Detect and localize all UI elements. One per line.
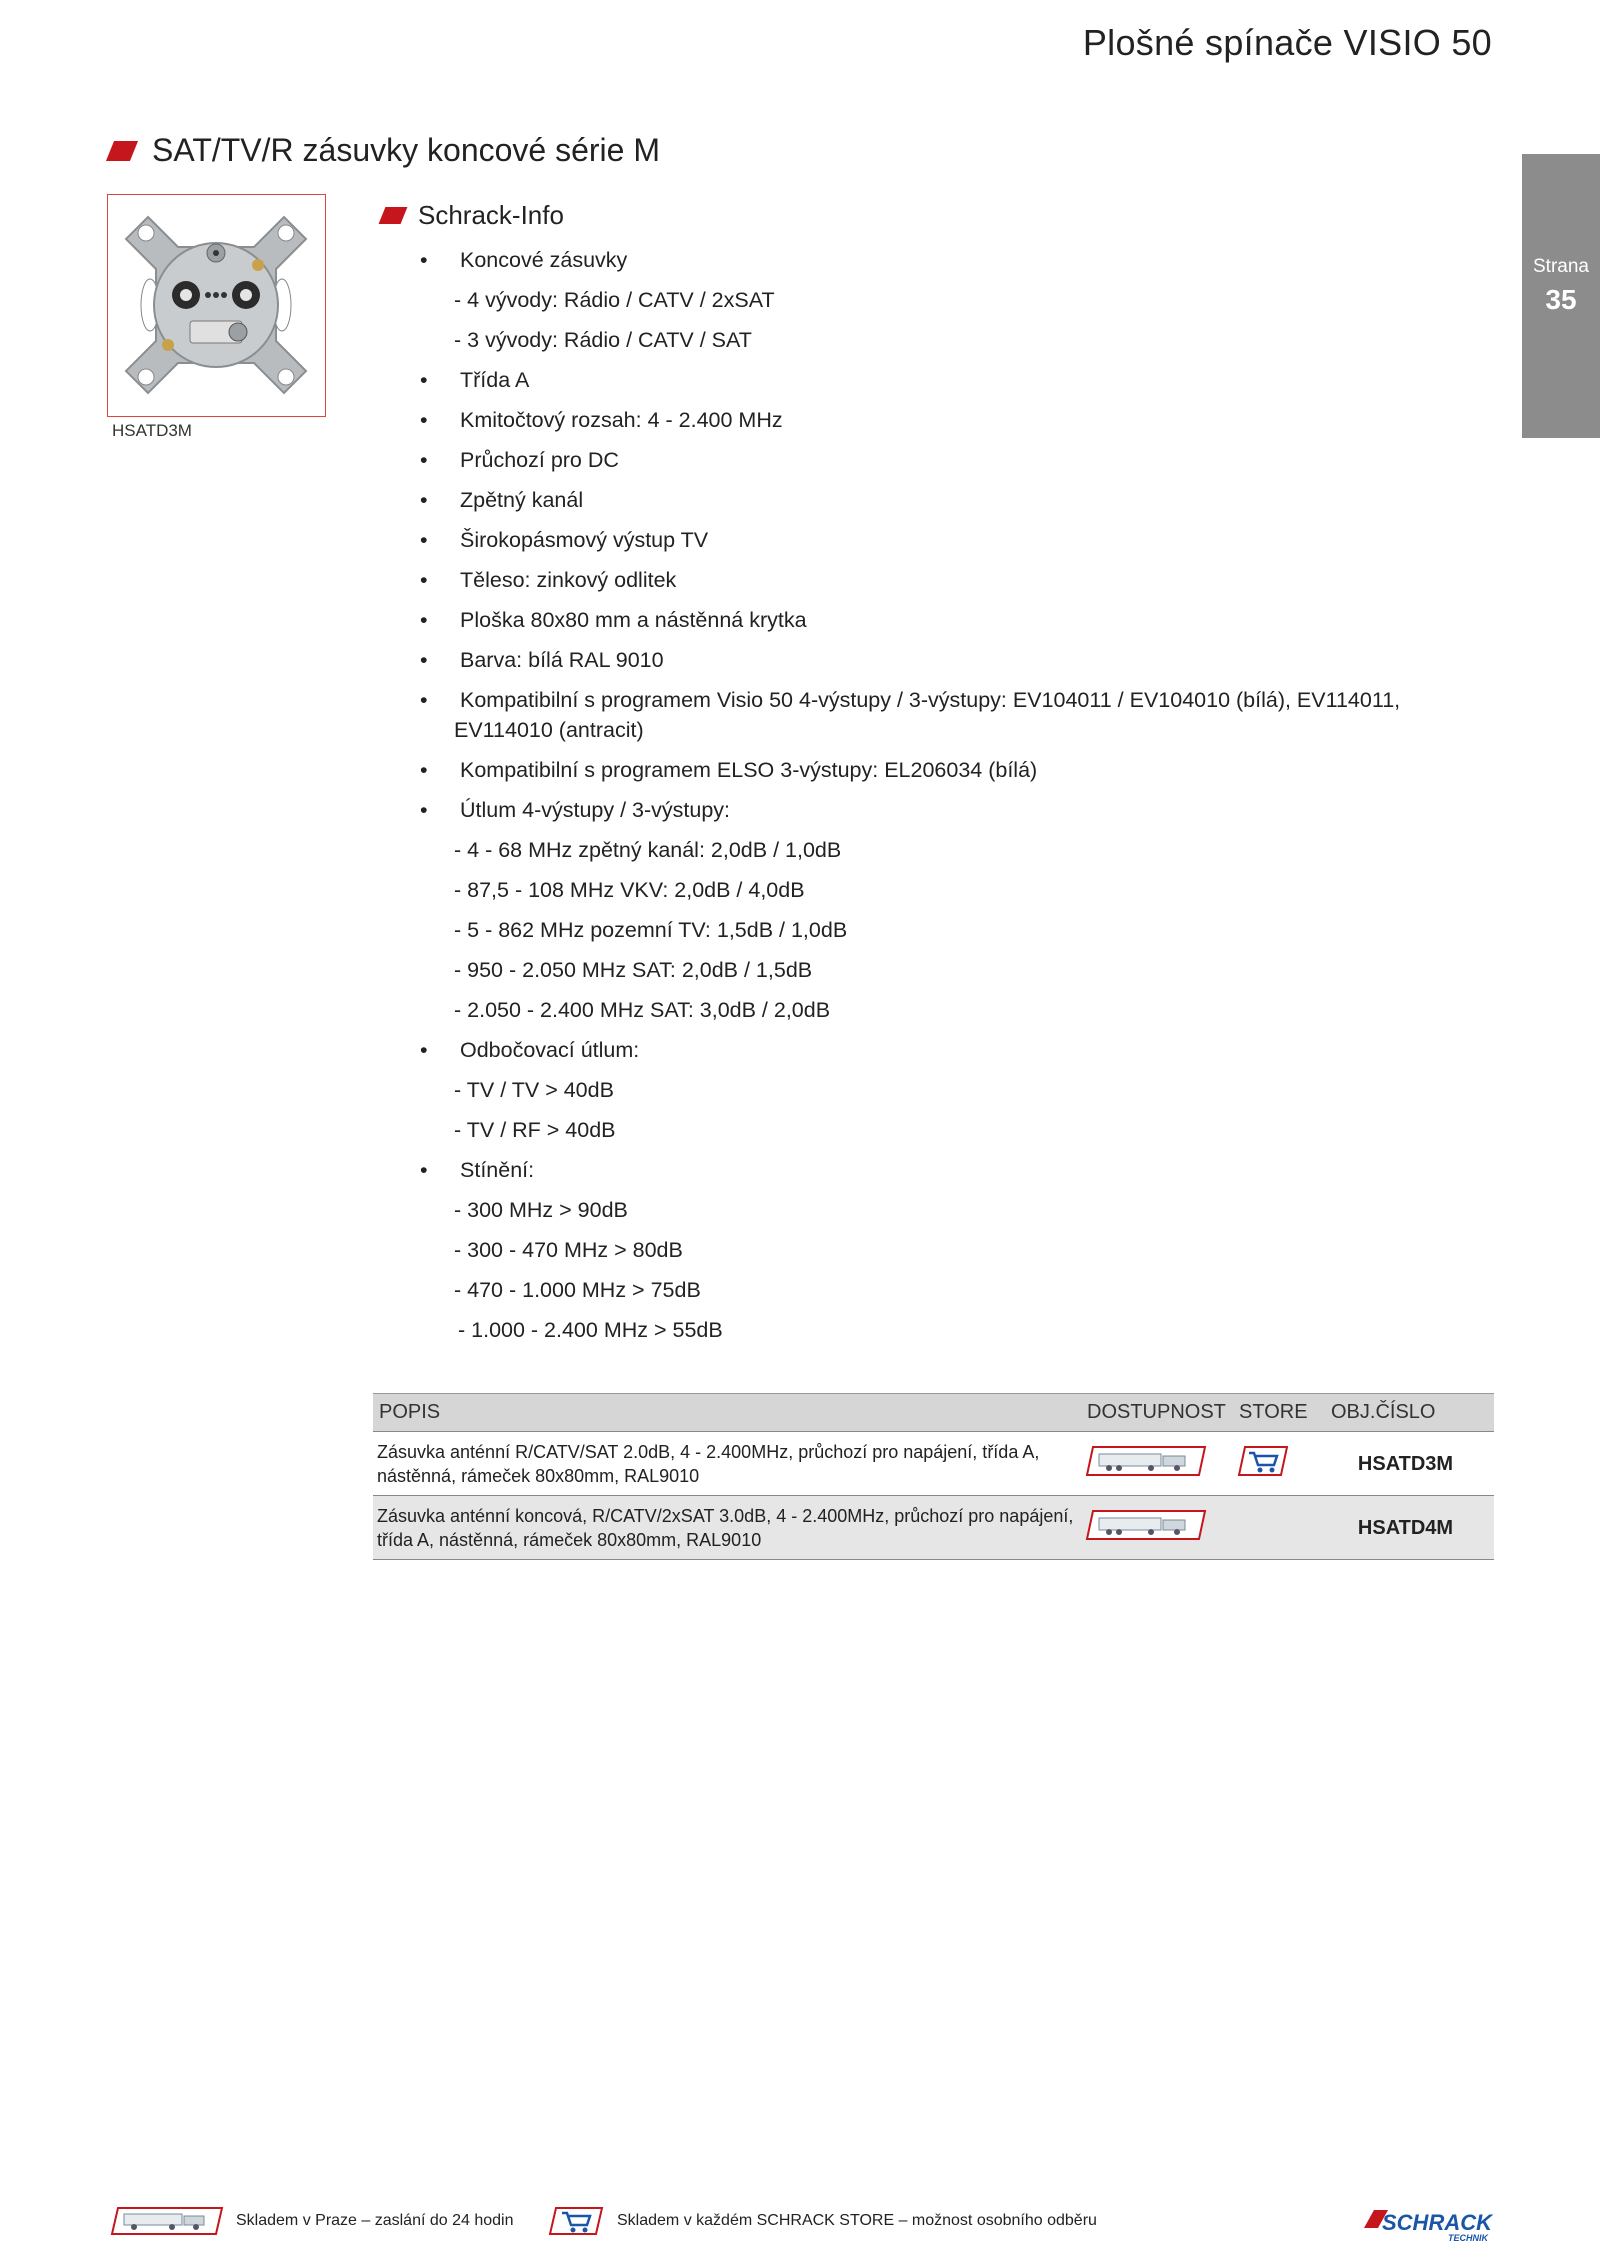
schrack-logo bbox=[1364, 2208, 1504, 2244]
order-code[interactable]: HSATD3M bbox=[1317, 1432, 1494, 1496]
antenna-socket-icon bbox=[108, 195, 324, 415]
list-item: - 5 - 862 MHz pozemní TV: 1,5dB / 1,0dB bbox=[454, 918, 848, 942]
list-item: • Odbočovací útlum: bbox=[420, 1035, 1462, 1065]
list-item: • Třída A bbox=[420, 365, 1462, 395]
availability-cell bbox=[1081, 1496, 1233, 1560]
footer-truck-icon bbox=[110, 2206, 224, 2241]
list-item: • Útlum 4-výstupy / 3-výstupy: bbox=[420, 795, 1462, 825]
order-code[interactable]: HSATD4M bbox=[1317, 1496, 1494, 1560]
list-item: - 300 - 470 MHz > 80dB bbox=[454, 1238, 683, 1262]
list-item-line: EV114010 (antracit) bbox=[454, 718, 644, 742]
list-item-line: Kompatibilní s programem Visio 50 4-výstupy / 3-výstupy: EV104011 / EV104010 (bílá), EV114011, bbox=[460, 688, 1401, 712]
availability-cell bbox=[1081, 1432, 1233, 1496]
list-item: - 470 - 1.000 MHz > 75dB bbox=[454, 1278, 701, 1302]
footer-cart-icon bbox=[548, 2206, 604, 2241]
page-number: 35 bbox=[1545, 284, 1577, 315]
list-item: - 4 - 68 MHz zpětný kanál: 2,0dB / 1,0dB bbox=[454, 838, 842, 862]
table-row bbox=[373, 1432, 1494, 1496]
list-item: • Zpětný kanál bbox=[420, 485, 1462, 515]
list-item bbox=[420, 685, 1462, 745]
list-item: - 300 MHz > 90dB bbox=[454, 1198, 628, 1222]
section-title bbox=[110, 132, 660, 169]
info-title-text: Schrack-Info bbox=[418, 200, 564, 230]
list-item: • Koncové zásuvky bbox=[420, 245, 1462, 275]
info-list bbox=[420, 245, 1462, 1345]
list-item: - 3 vývody: Rádio / CATV / SAT bbox=[454, 328, 752, 352]
store-cell bbox=[1233, 1496, 1317, 1560]
footer-stock-store: Skladem v každém SCHRACK STORE – možnost osobního odběru bbox=[617, 2212, 1097, 2229]
list-item: - TV / TV > 40dB bbox=[454, 1078, 614, 1102]
list-item: - 1.000 - 2.400 MHz > 55dB bbox=[458, 1318, 723, 1342]
list-item: • Ploška 80x80 mm a nástěnná krytka bbox=[420, 605, 1462, 635]
list-item: - 2.050 - 2.400 MHz SAT: 3,0dB / 2,0dB bbox=[454, 998, 831, 1022]
list-item: - 4 vývody: Rádio / CATV / 2xSAT bbox=[454, 288, 775, 312]
list-item: • Kmitočtový rozsah: 4 - 2.400 MHz bbox=[420, 405, 1462, 435]
list-item: - TV / RF > 40dB bbox=[454, 1118, 616, 1142]
section-title-text: SAT/TV/R zásuvky koncové série M bbox=[152, 132, 660, 168]
info-marker-icon bbox=[379, 207, 408, 224]
list-item: • Širokopásmový výstup TV bbox=[420, 525, 1462, 555]
page-number-tab bbox=[1522, 154, 1600, 438]
logo-text: SCHRACK bbox=[1382, 2210, 1492, 2235]
store-cell bbox=[1233, 1432, 1317, 1496]
col-header-store: STORE bbox=[1233, 1394, 1317, 1432]
truck-delivery-icon bbox=[1085, 1509, 1207, 1541]
table-row bbox=[373, 1496, 1494, 1560]
logo-subtext: TECHNIK bbox=[1448, 2233, 1488, 2243]
page-header-title: Plošné spínače VISIO 50 bbox=[1082, 22, 1492, 63]
list-item: • Kompatibilní s programem ELSO 3-výstupy: EL206034 (bílá) bbox=[420, 755, 1462, 785]
schrack-info bbox=[382, 200, 1462, 1355]
info-title bbox=[382, 200, 1462, 231]
section-marker-icon bbox=[106, 141, 138, 161]
col-header-popis: POPIS bbox=[373, 1394, 1081, 1432]
col-header-obj-cislo: OBJ.ČÍSLO bbox=[1317, 1394, 1494, 1432]
shopping-cart-icon bbox=[1237, 1445, 1289, 1477]
row-description: Zásuvka anténní koncová, R/CATV/2xSAT 3.0dB, 4 - 2.400MHz, průchozí pro napájení, třída A, nástěnná, rámeček 80x80mm, RAL9010 bbox=[373, 1496, 1081, 1560]
footer-stock-prague: Skladem v Praze – zaslání do 24 hodin bbox=[236, 2212, 514, 2229]
list-item: • Průchozí pro DC bbox=[420, 445, 1462, 475]
col-header-dostupnost: DOSTUPNOST bbox=[1081, 1394, 1233, 1432]
product-table bbox=[373, 1393, 1494, 1560]
product-image bbox=[107, 194, 326, 417]
table-header-row bbox=[373, 1394, 1494, 1432]
list-item: - 950 - 2.050 MHz SAT: 2,0dB / 1,5dB bbox=[454, 958, 813, 982]
truck-delivery-icon bbox=[1085, 1445, 1207, 1477]
page-label: Strana bbox=[1533, 256, 1589, 277]
list-item: • Barva: bílá RAL 9010 bbox=[420, 645, 1462, 675]
list-item: • Těleso: zinkový odlitek bbox=[420, 565, 1462, 595]
row-description: Zásuvka anténní R/CATV/SAT 2.0dB, 4 - 2.400MHz, průchozí pro napájení, třída A, nástěnná, rámeček 80x80mm, RAL9010 bbox=[373, 1432, 1081, 1496]
list-item: - 87,5 - 108 MHz VKV: 2,0dB / 4,0dB bbox=[454, 878, 805, 902]
list-item: • Stínění: bbox=[420, 1155, 1462, 1185]
product-caption: HSATD3M bbox=[112, 421, 192, 440]
